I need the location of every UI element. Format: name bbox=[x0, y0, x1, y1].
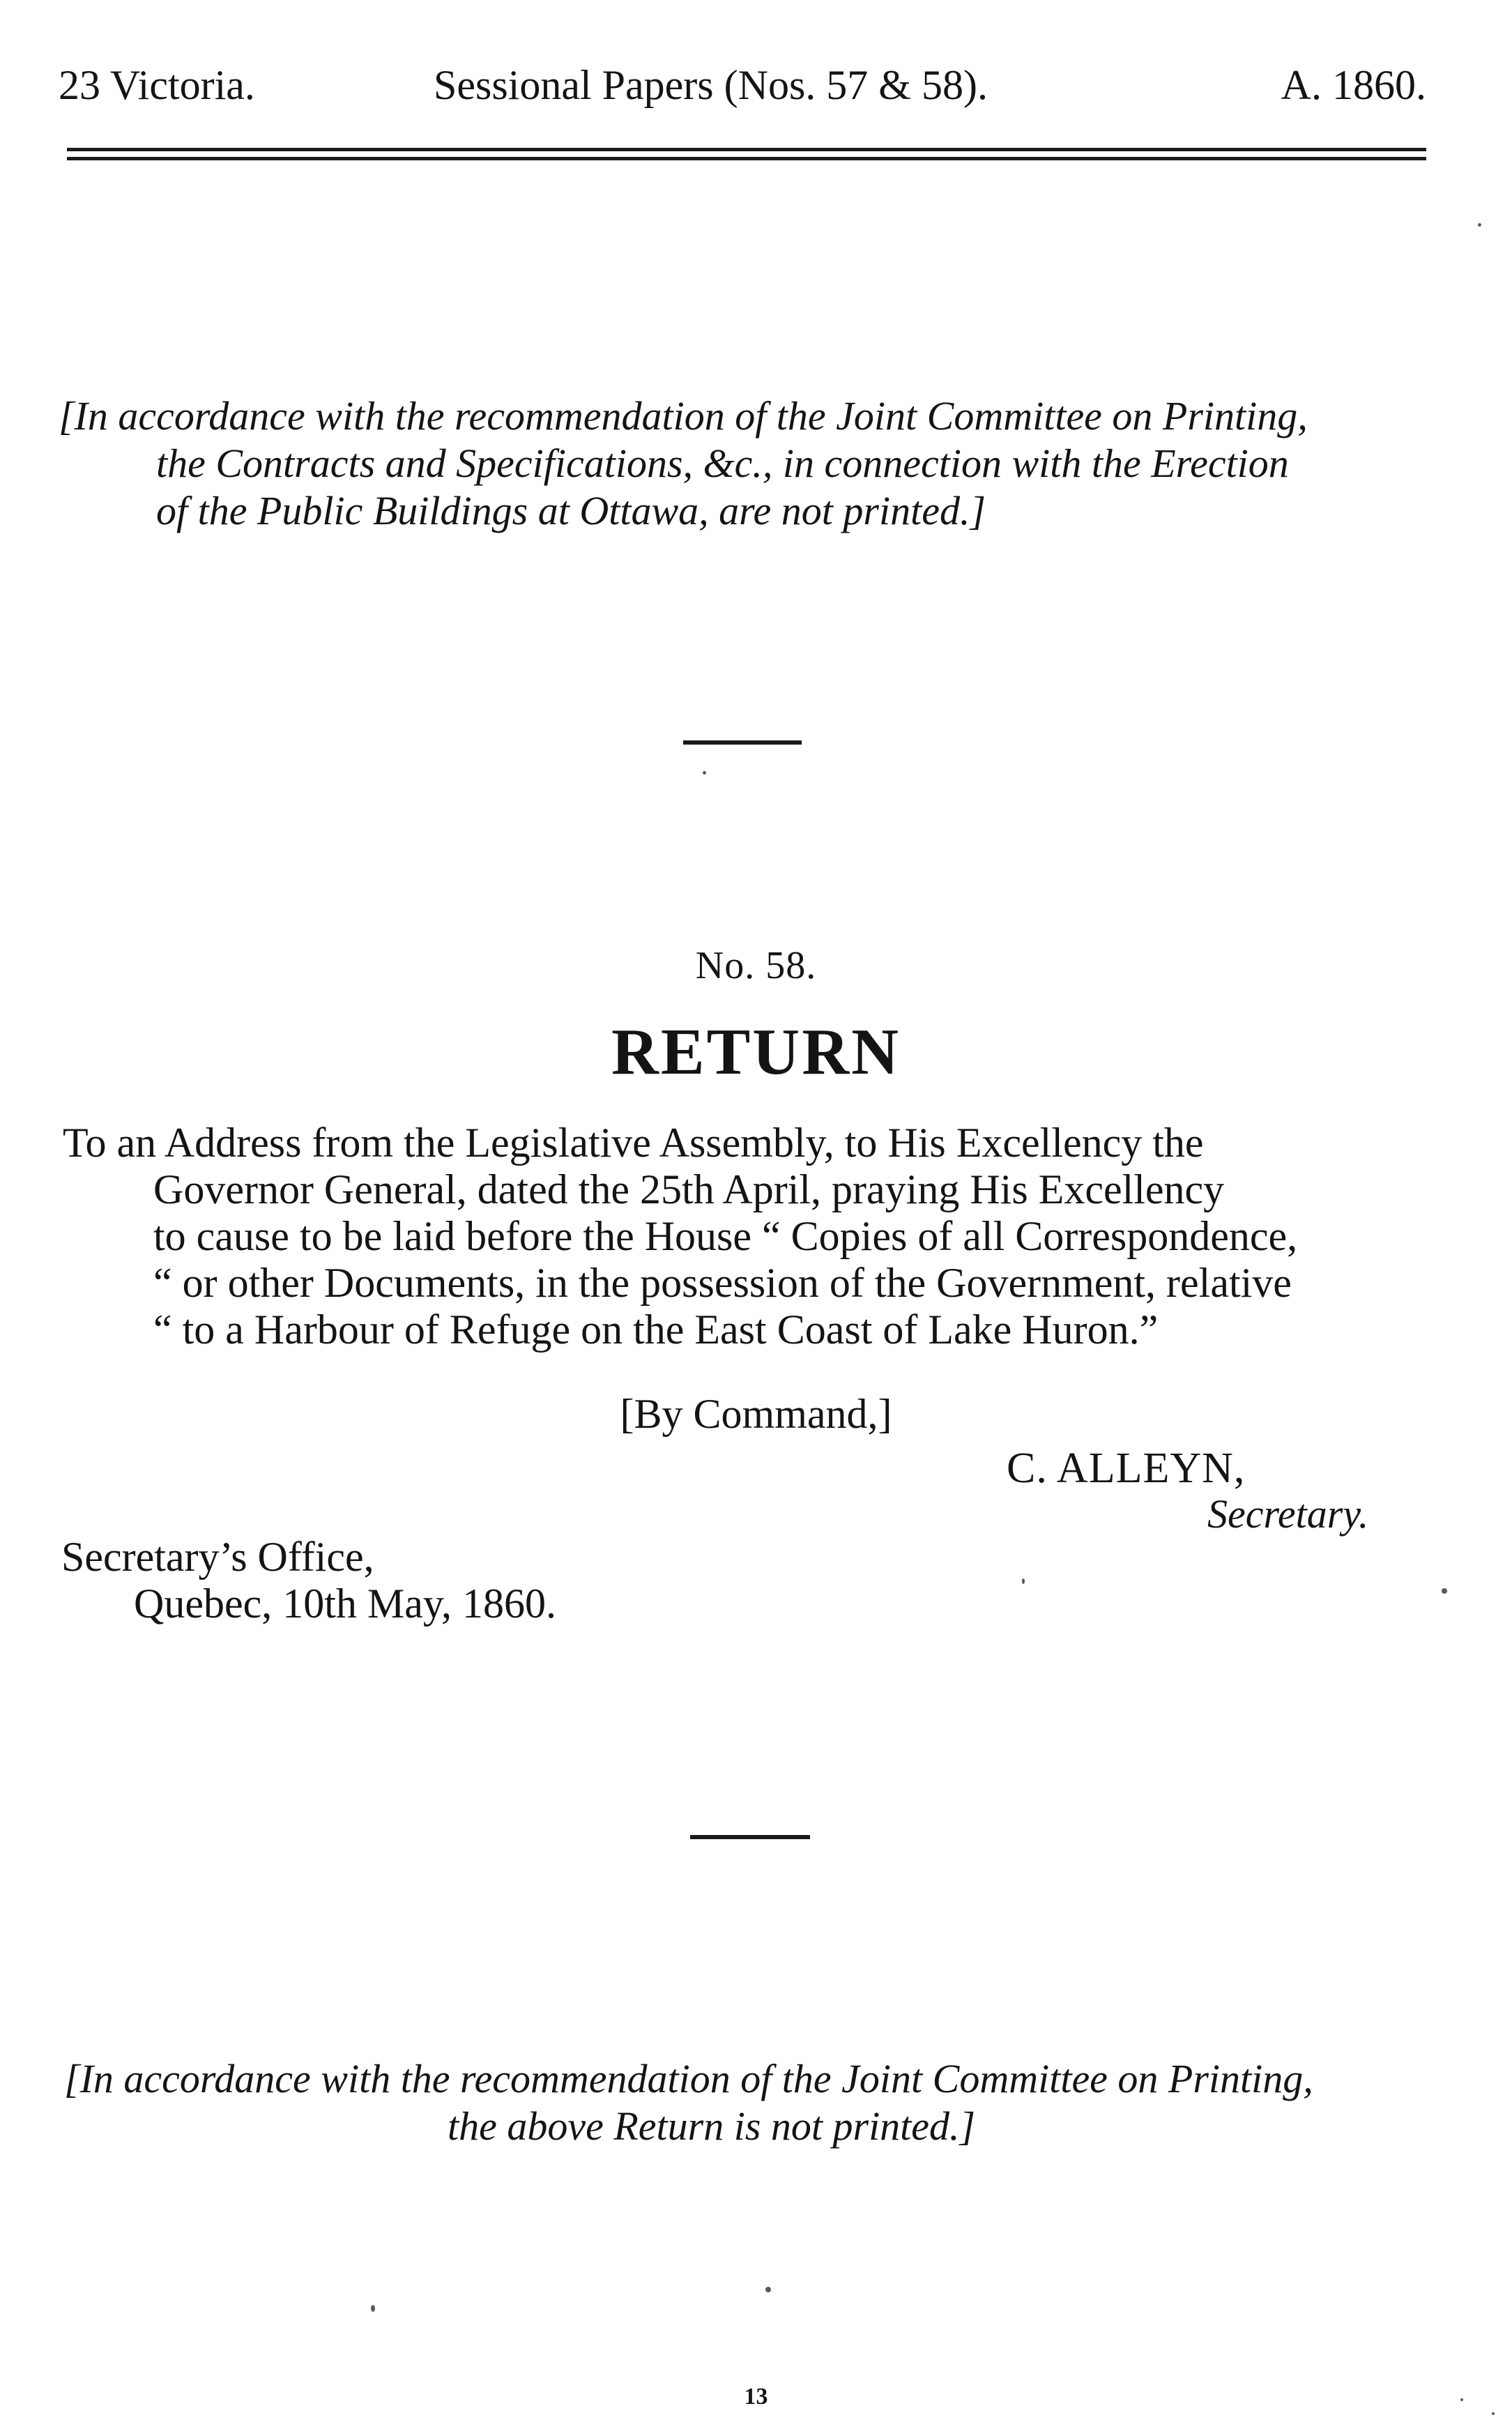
scan-speckle bbox=[703, 771, 706, 775]
scan-speckle bbox=[1492, 2412, 1495, 2415]
printing-note-bottom-line: the above Return is not printed.] bbox=[448, 2103, 976, 2149]
office-line: Secretary’s Office, bbox=[61, 1534, 374, 1580]
signer-title: Secretary. bbox=[1207, 1491, 1369, 1537]
header-session: 23 Victoria. bbox=[59, 62, 255, 108]
scan-speckle bbox=[371, 2305, 375, 2312]
page-header bbox=[59, 57, 1426, 113]
body-line: To an Address from the Legislative Assembly, to His Excellency the bbox=[63, 1120, 1204, 1166]
office-line: Quebec, 10th May, 1860. bbox=[134, 1581, 556, 1627]
scan-speckle bbox=[1478, 223, 1481, 227]
scan-speckle bbox=[1022, 1578, 1025, 1584]
printing-note-top-line: the Contracts and Specifications, &c., in connection with the Erection bbox=[156, 441, 1289, 486]
document-title: RETURN bbox=[611, 1016, 901, 1088]
printing-note-bottom bbox=[64, 2055, 1458, 2150]
page-number: 13 bbox=[744, 2384, 768, 2409]
body-line: “ or other Documents, in the possession of the Government, relative bbox=[153, 1260, 1292, 1306]
section-divider bbox=[690, 1835, 810, 1839]
body-line: “ to a Harbour of Refuge on the East Coast of Lake Huron.” bbox=[153, 1307, 1159, 1353]
printing-note-top-line: [In accordance with the recommendation of the Joint Committee on Printing, bbox=[59, 393, 1308, 439]
return-address-text bbox=[63, 1120, 1436, 1353]
signer-name: C. ALLEYN, bbox=[1007, 1445, 1246, 1492]
by-command: [By Command,] bbox=[620, 1391, 892, 1437]
office-dateline bbox=[61, 1534, 556, 1627]
body-line: to cause to be laid before the House “ Copies of all Correspondence, bbox=[153, 1213, 1298, 1259]
printing-note-top bbox=[59, 393, 1439, 535]
printing-note-bottom-line: [In accordance with the recommendation of the Joint Committee on Printing, bbox=[64, 2056, 1313, 2101]
header-double-rule bbox=[67, 148, 1426, 160]
header-year: A. 1860. bbox=[1281, 62, 1426, 108]
scan-speckle bbox=[1442, 1588, 1447, 1594]
header-series: Sessional Papers (Nos. 57 & 58). bbox=[434, 62, 988, 108]
section-divider bbox=[683, 740, 802, 745]
scan-speckle bbox=[765, 2287, 771, 2292]
scan-speckle bbox=[1460, 2398, 1463, 2401]
printing-note-top-line: of the Public Buildings at Ottawa, are not printed.] bbox=[156, 488, 986, 533]
document-number: No. 58. bbox=[695, 944, 817, 987]
body-line: Governor General, dated the 25th April, praying His Excellency bbox=[153, 1166, 1225, 1212]
